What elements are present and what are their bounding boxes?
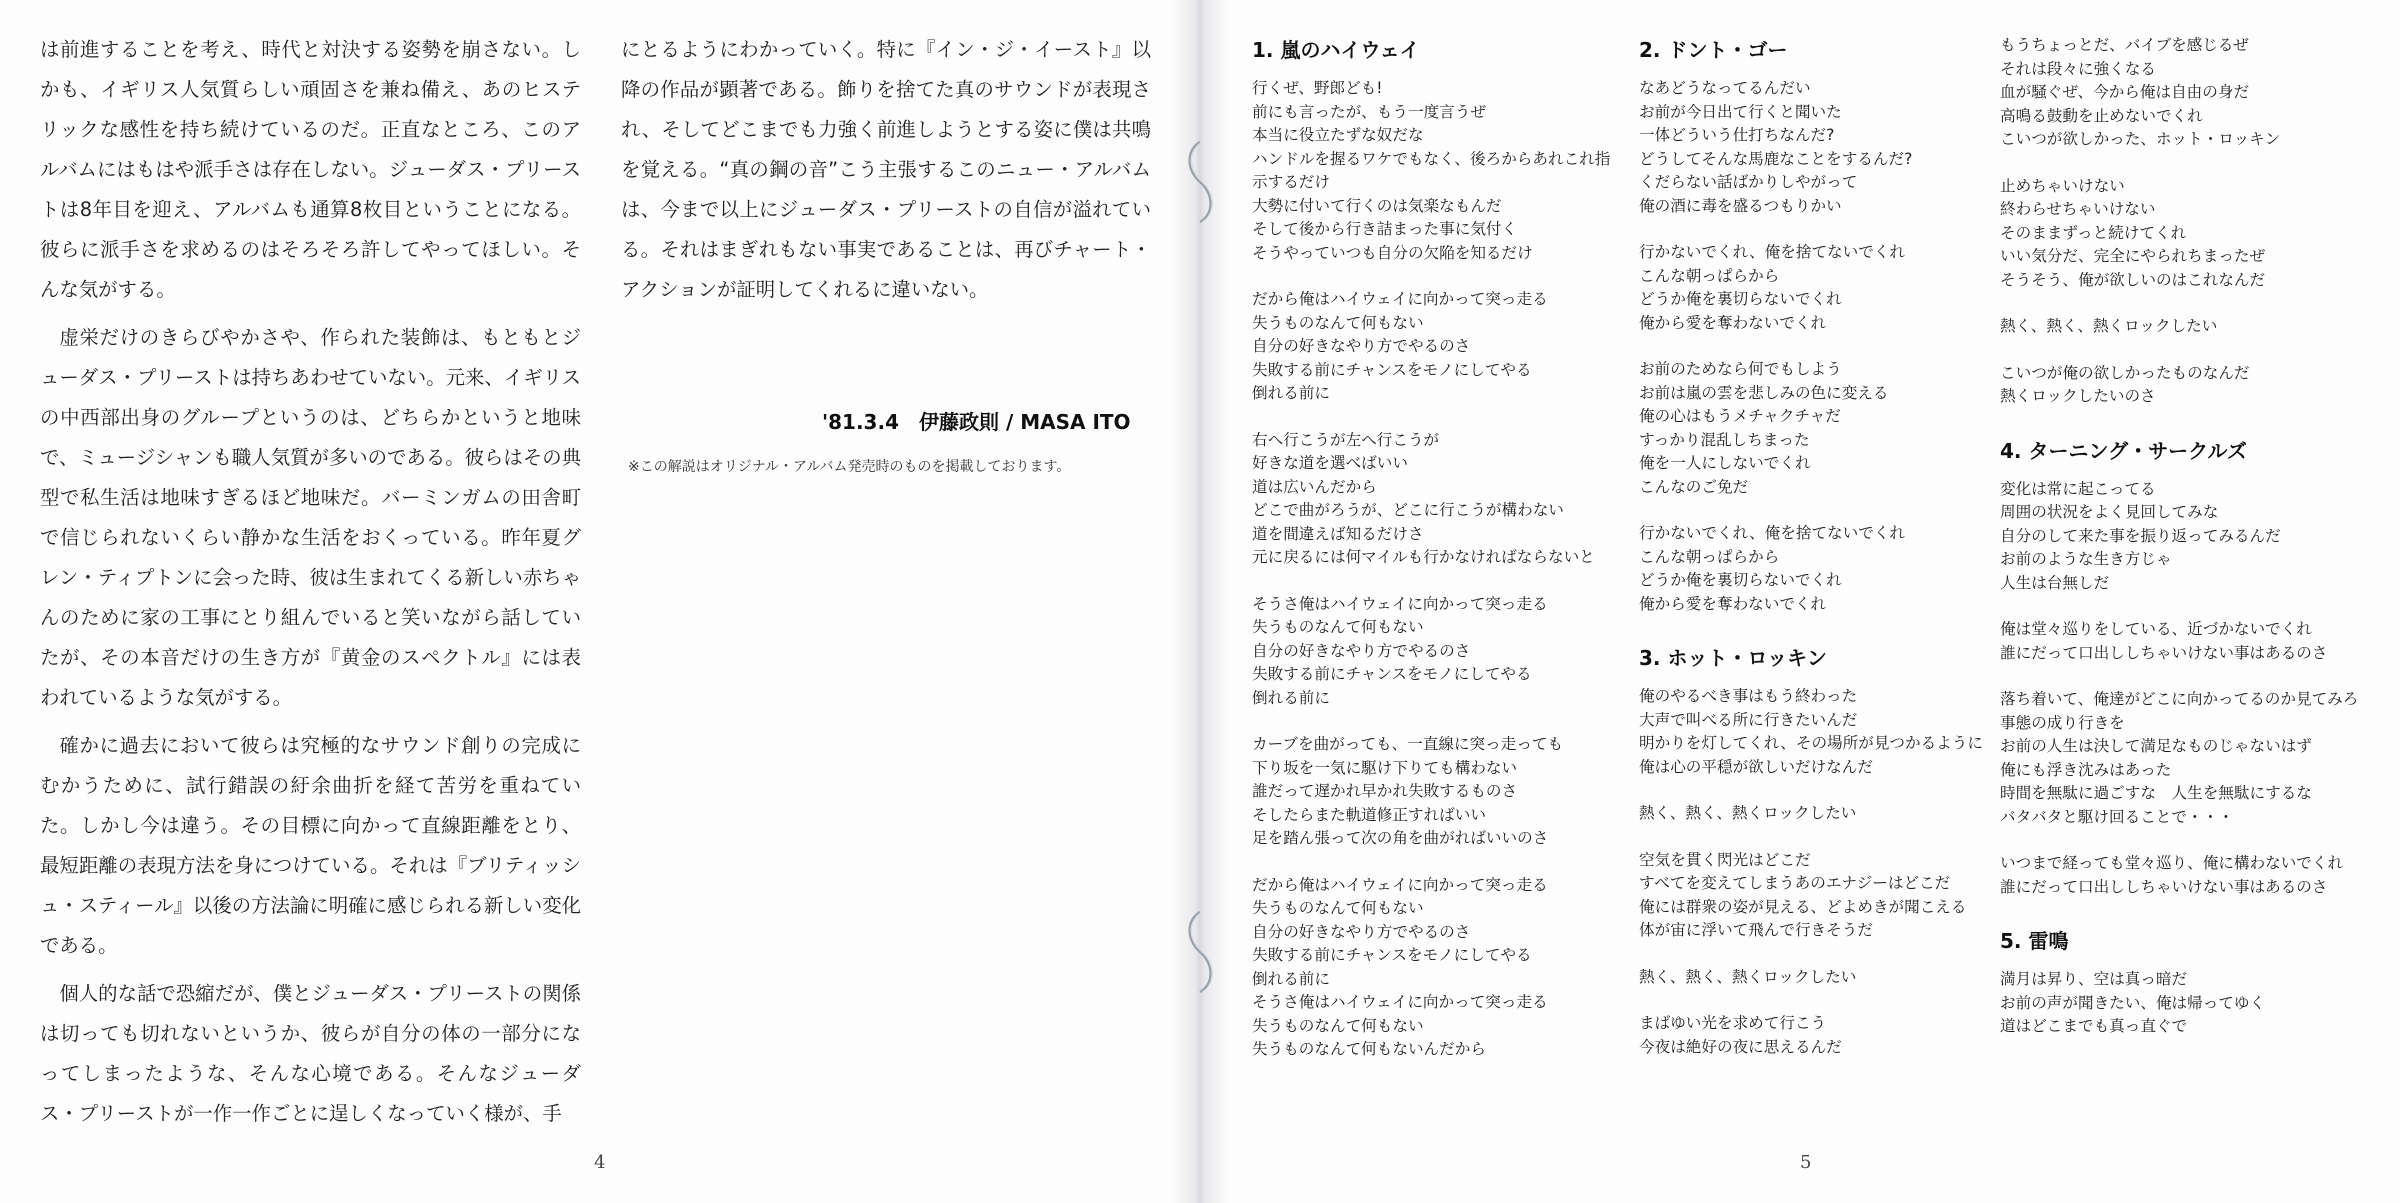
lyric-line: 失敗する前にチャンスをモノにしてやる <box>1252 946 1532 964</box>
lyric-line: こんなのご免だ <box>1639 477 1749 496</box>
editorial-note: ※この解説はオリジナル・アルバム発売時のものを掲載しております。 <box>628 459 1071 475</box>
lyric-line: そしたらまた軌道修正すればいい <box>1252 805 1486 824</box>
song-block <box>2000 435 2380 900</box>
lyric-line: こんな朝っぱらから <box>1639 266 1780 285</box>
lyric-line: 俺の心はもうメチャクチャだ <box>1639 407 1841 425</box>
lyric-line: 失敗する前にチャンスをモノにしてやる <box>1252 360 1532 379</box>
lyric-line: 空気を貫く閃光はどこだ <box>1639 850 1811 869</box>
lyric-stanza <box>1639 1012 1989 1059</box>
lyric-line: 失うものなんて何もない <box>1252 618 1424 636</box>
lyric-stanza <box>2000 175 2380 293</box>
song-block <box>2000 925 2380 1039</box>
lyric-line: お前は嵐の雲を悲しみの色に変える <box>1639 383 1889 402</box>
essay-paragraph: 確かに過去において彼らは究極的なサウンド創りの完成にむかうために、試行錯誤の紆余曲折を経て苦労を重ねていた。しかし今は違う。その目標に向かって直線距離をとり、最短距離の表現方法を身につけている。それは『ブリティッシュ・スティール』以後の方法論に明確に感じられる新しい変化である。 <box>40 734 581 957</box>
lyric-line: お前のような生き方じゃ <box>2000 550 2172 568</box>
lyric-line: 満月は昇り、空は真っ暗だ <box>2000 970 2188 988</box>
essay-column-1 <box>40 30 581 1142</box>
lyric-line: すべてを変えてしまうあのエナジーはどこだ <box>1639 874 1951 892</box>
lyric-stanza <box>2000 618 2380 665</box>
lyric-line: 俺は心の平穏が欲しいだけなんだ <box>1639 757 1873 776</box>
lyric-line: 熱くロックしたいのさ <box>2000 387 2156 405</box>
lyric-line: 自分の好きなやり方でやるのさ <box>1252 922 1471 941</box>
lyric-stanza <box>1252 874 1692 1062</box>
staple-top <box>1182 140 1218 224</box>
lyric-stanza <box>2000 34 2380 152</box>
lyric-line: 誰にだって口出ししちゃいけない事はあるのさ <box>2000 877 2328 896</box>
lyric-line: 俺にも浮き沈みはあった <box>2000 760 2172 779</box>
lyric-line: 人生は台無しだ <box>2000 573 2110 592</box>
lyric-line: お前が今日出て行くと聞いた <box>1639 102 1842 121</box>
lyric-stanza <box>1252 288 1692 406</box>
lyric-line: そうさ俺はハイウェイに向かって突っ走る <box>1252 594 1548 613</box>
song-block <box>1639 34 1989 616</box>
lyrics-column-1 <box>1252 34 1692 1088</box>
lyric-stanza <box>1252 733 1692 851</box>
lyric-line: 本当に役立たずな奴だな <box>1252 126 1424 144</box>
lyric-line: まばゆい光を求めて行こう <box>1639 1014 1827 1032</box>
lyric-line: 熱く、熱く、熱くロックしたい <box>1639 804 1857 822</box>
lyric-stanza <box>1252 593 1692 711</box>
lyric-line: 変化は常に起こってる <box>2000 479 2156 498</box>
lyric-stanza <box>1639 849 1989 943</box>
lyric-line: 時間を無駄に過ごすな 人生を無駄にするな <box>2000 784 2312 802</box>
song-title: 1. 嵐のハイウェイ <box>1252 38 1420 62</box>
lyric-line: いつまで経っても堂々巡り、俺に構わないでくれ <box>2000 854 2344 872</box>
lyric-stanza <box>2000 852 2380 899</box>
song-title: 3. ホット・ロッキン <box>1639 646 1827 670</box>
lyric-line: 熱く、熱く、熱くロックしたい <box>2000 317 2218 335</box>
lyric-line: 俺には群衆の姿が見える、どよめきが聞こえる <box>1639 897 1967 916</box>
lyric-line: 誰にだって口出ししちゃいけない事はあるのさ <box>2000 643 2328 662</box>
lyric-line: こいつが欲しかった、ホット・ロッキン <box>2000 130 2281 148</box>
song-title: 5. 雷鳴 <box>2000 929 2069 953</box>
lyric-line: 終わらせちゃいけない <box>2000 200 2156 218</box>
lyric-line: 失うものなんて何もない <box>1252 899 1424 917</box>
lyric-line: どこで曲がろうが、どこに行こうが構わない <box>1252 501 1564 519</box>
lyric-line: 事態の成り行きを <box>2000 713 2125 732</box>
lyric-line: 失敗する前にチャンスをモノにしてやる <box>1252 665 1532 683</box>
lyric-line: 前にも言ったが、もう一度言うぜ <box>1252 102 1486 121</box>
lyric-stanza <box>1639 802 1989 826</box>
lyric-line: 俺を一人にしないでくれ <box>1639 454 1811 472</box>
lyric-stanza <box>2000 362 2380 409</box>
essay-paragraph: にとるようにわかっていく。特に『イン・ジ・イースト』以降の作品が顕著である。飾りを捨てた真のサウンドが表現され、そしてどこまでも力強く前進しようとする姿に僕は共鳴を覚える。“真の鋼の音”こう主張するこのニュー・アルバムは、今まで以上にジューダス・プリーストの自信が溢れている。それはまぎれもない事実であることは、再びチャート・アクションが証明してくれるに違いない。 <box>621 38 1151 301</box>
lyric-line: 下り坂を一気に駆け下りても構わない <box>1252 758 1518 777</box>
lyric-line: 行くぜ、野郎ども! <box>1252 79 1383 97</box>
lyric-line: 大勢に付いて行くのは気楽なもんだ <box>1252 196 1502 215</box>
lyric-line: 一体どういう仕打ちなんだ? <box>1639 126 1835 144</box>
song-title: 4. ターニング・サークルズ <box>2000 438 2247 463</box>
lyric-line: 足を踏ん張って次の角を曲がればいいのさ <box>1252 829 1549 847</box>
page-number-right: 5 <box>1800 1152 1812 1173</box>
lyric-stanza <box>1639 966 1989 990</box>
lyric-line: 失うものなんて何もない <box>1252 313 1424 332</box>
lyric-line: だから俺はハイウェイに向かって突っ走る <box>1252 290 1548 308</box>
lyric-line: すっかり混乱しちまった <box>1639 430 1810 449</box>
lyric-line: 俺から愛を奪わないでくれ <box>1639 594 1827 613</box>
lyric-line: そして後から行き詰まった事に気付く <box>1252 220 1518 238</box>
song-block <box>2000 34 2380 409</box>
author-signature: '81.3.4 伊藤政則 / MASA ITO <box>822 410 1131 434</box>
lyric-line: 落ち着いて、俺達がどこに向かってるのか見てみろ <box>2000 690 2359 708</box>
lyric-line: そうさ俺はハイウェイに向かって突っ走る <box>1252 993 1548 1011</box>
lyric-line: どうか俺を裏切らないでくれ <box>1639 290 1842 308</box>
lyric-line: 熱く、熱く、熱くロックしたい <box>1639 967 1857 986</box>
lyric-line: どうか俺を裏切らないでくれ <box>1639 571 1842 589</box>
lyric-line: 示するだけ <box>1252 173 1330 191</box>
lyric-line: こんな朝っぱらから <box>1639 547 1780 566</box>
lyric-line: 自分の好きなやり方でやるのさ <box>1252 337 1471 355</box>
lyric-line: 自分のして来た事を振り返ってみるんだ <box>2000 526 2281 545</box>
lyric-line: 俺のやるべき事はもう終わった <box>1639 687 1858 705</box>
lyric-line: バタバタと駆け回ることで・・・ <box>2000 807 2234 826</box>
lyric-line: 道は広いんだから <box>1252 477 1377 496</box>
song-title: 2. ドント・ゴー <box>1639 38 1788 62</box>
page-number-left: 4 <box>594 1152 606 1173</box>
lyric-line: 道を間違えば知るだけさ <box>1252 524 1424 543</box>
lyric-line: 失うものなんて何もない <box>1252 1016 1424 1035</box>
lyric-stanza <box>2000 315 2380 339</box>
lyric-stanza <box>1252 77 1692 265</box>
lyric-line: 自分の好きなやり方でやるのさ <box>1252 641 1471 660</box>
lyric-line: どうしてそんな馬鹿なことをするんだ? <box>1639 149 1913 168</box>
lyric-stanza <box>2000 478 2380 596</box>
lyric-line: 道はどこまでも真っ直ぐで <box>2000 1017 2188 1035</box>
lyric-line: 行かないでくれ、俺を捨てないでくれ <box>1639 243 1906 261</box>
lyric-line: 倒れる前に <box>1252 969 1330 988</box>
lyric-line: そうやっていつも自分の欠陥を知るだけ <box>1252 243 1533 262</box>
lyric-line: だから俺はハイウェイに向かって突っ走る <box>1252 875 1548 894</box>
lyric-line: 倒れる前に <box>1252 688 1330 707</box>
lyric-line: 明かりを灯してくれ、その場所が見つかるように <box>1639 734 1983 752</box>
lyric-line: 右へ行こうが左へ行こうが <box>1252 430 1440 449</box>
lyric-line: 高鳴る鼓動を止めないでくれ <box>2000 106 2203 125</box>
lyric-stanza <box>1639 77 1989 218</box>
lyric-line: 俺から愛を奪わないでくれ <box>1639 313 1827 332</box>
essay-paragraph: 個人的な話で恐縮だが、僕とジューダス・プリーストの関係は切っても切れないというか、彼らが自分の体の一部分になってしまったような、そんな心境である。そんなジューダス・プリーストが一作一作ごとに逞しくなっていく様が、手 <box>40 982 581 1125</box>
lyric-line: それは段々に強くなる <box>2000 59 2156 78</box>
essay-column-2 <box>621 30 1151 318</box>
song-block <box>1252 34 1692 1062</box>
essay-paragraph: は前進することを考え、時代と対決する姿勢を崩さない。しかも、イギリス人気質らしい頑固さを兼ね備え、あのヒステリックな感性を持ち続けているのだ。正直なところ、このアルバムにはもはや派手さは存在しない。ジューダス・プリーストは8年目を迎え、アルバムも通算8枚目ということになる。彼らに派手さを求めるのはそろそろ許してやってほしい。そんな気がする。 <box>40 38 581 301</box>
lyric-line: お前の声が聞きたい、俺は帰ってゆく <box>2000 993 2266 1012</box>
staple-bottom <box>1182 910 1218 994</box>
lyric-line: 周囲の状況をよく見回してみな <box>2000 503 2219 521</box>
left-page <box>0 0 1196 1203</box>
lyric-line: お前のためなら何でもしよう <box>1639 360 1842 378</box>
lyric-stanza <box>1252 429 1692 570</box>
lyric-line: もうちょっとだ、バイブを感じるぜ <box>2000 36 2249 54</box>
lyric-line: ハンドルを握るワケでもなく、後ろからあれこれ指 <box>1252 149 1611 168</box>
right-page <box>1196 0 2400 1203</box>
lyric-line: そのままずっと続けてくれ <box>2000 223 2187 242</box>
lyrics-column-2 <box>1639 34 1989 1085</box>
lyric-line: 止めちゃいけない <box>2000 176 2125 195</box>
essay-paragraph: 虚栄だけのきらびやかさや、作られた装飾は、もともとジューダス・プリーストは持ちあわせていない。元来、イギリスの中西部出身のグループというのは、どちらかというと地味で、ミュージシャンも職人気質が多いのである。彼らはその典型で私生活は地味すぎるほど地味だ。バーミンガムの田舎町で信じられないくらい静かな生活をおくっている。昨年夏グレン・ティプトンに会った時、彼は生まれてくる新しい赤ちゃんのために家の工事にとり組んでいると笑いながら話していたが、その本音だけの生き方が『黄金のスペクトル』には表われているような気がする。 <box>40 326 581 709</box>
lyric-line: くだらない話ばかりしやがって <box>1639 173 1858 191</box>
lyric-stanza <box>2000 688 2380 829</box>
lyric-line: カーブを曲がっても、一直線に突っ走っても <box>1252 735 1564 753</box>
lyric-line: 今夜は絶好の夜に思えるんだ <box>1639 1037 1842 1056</box>
lyric-line: 俺の酒に毒を盛るつもりかい <box>1639 196 1842 215</box>
lyric-line: そうそう、俺が欲しいのはこれなんだ <box>2000 270 2266 289</box>
lyric-line: 行かないでくれ、俺を捨てないでくれ <box>1639 524 1906 542</box>
lyric-line: 失うものなんて何もないんだから <box>1252 1040 1486 1058</box>
lyrics-column-3 <box>2000 34 2380 1065</box>
lyric-line: 誰だって遅かれ早かれ失敗するものさ <box>1252 782 1518 800</box>
lyric-stanza <box>1639 241 1989 335</box>
lyric-line: 大声で叫べる所に行きたいんだ <box>1639 710 1858 729</box>
song-block <box>1639 642 1989 1059</box>
lyric-stanza <box>2000 968 2380 1039</box>
lyric-line: こいつが俺の欲しかったものなんだ <box>2000 363 2250 382</box>
lyric-line: 俺は堂々巡りをしている、近づかないでくれ <box>2000 620 2312 638</box>
lyric-line: 倒れる前に <box>1252 384 1330 402</box>
lyric-stanza <box>1639 522 1989 616</box>
lyric-line: いい気分だ、完全にやられちまったぜ <box>2000 247 2266 265</box>
lyric-stanza <box>1639 358 1989 499</box>
lyric-stanza <box>1639 685 1989 779</box>
lyric-line: 好きな道を選べばいい <box>1252 454 1408 472</box>
lyric-line: なあどうなってるんだい <box>1639 79 1811 97</box>
lyric-line: お前の人生は決して満足なものじゃないはず <box>2000 737 2312 755</box>
lyric-line: 体が宙に浮いて飛んで行きそうだ <box>1639 921 1873 939</box>
lyric-line: 元に戻るには何マイルも行かなければならないと <box>1252 548 1595 566</box>
lyric-line: 血が騒ぐぜ、今から俺は自由の身だ <box>2000 83 2250 101</box>
